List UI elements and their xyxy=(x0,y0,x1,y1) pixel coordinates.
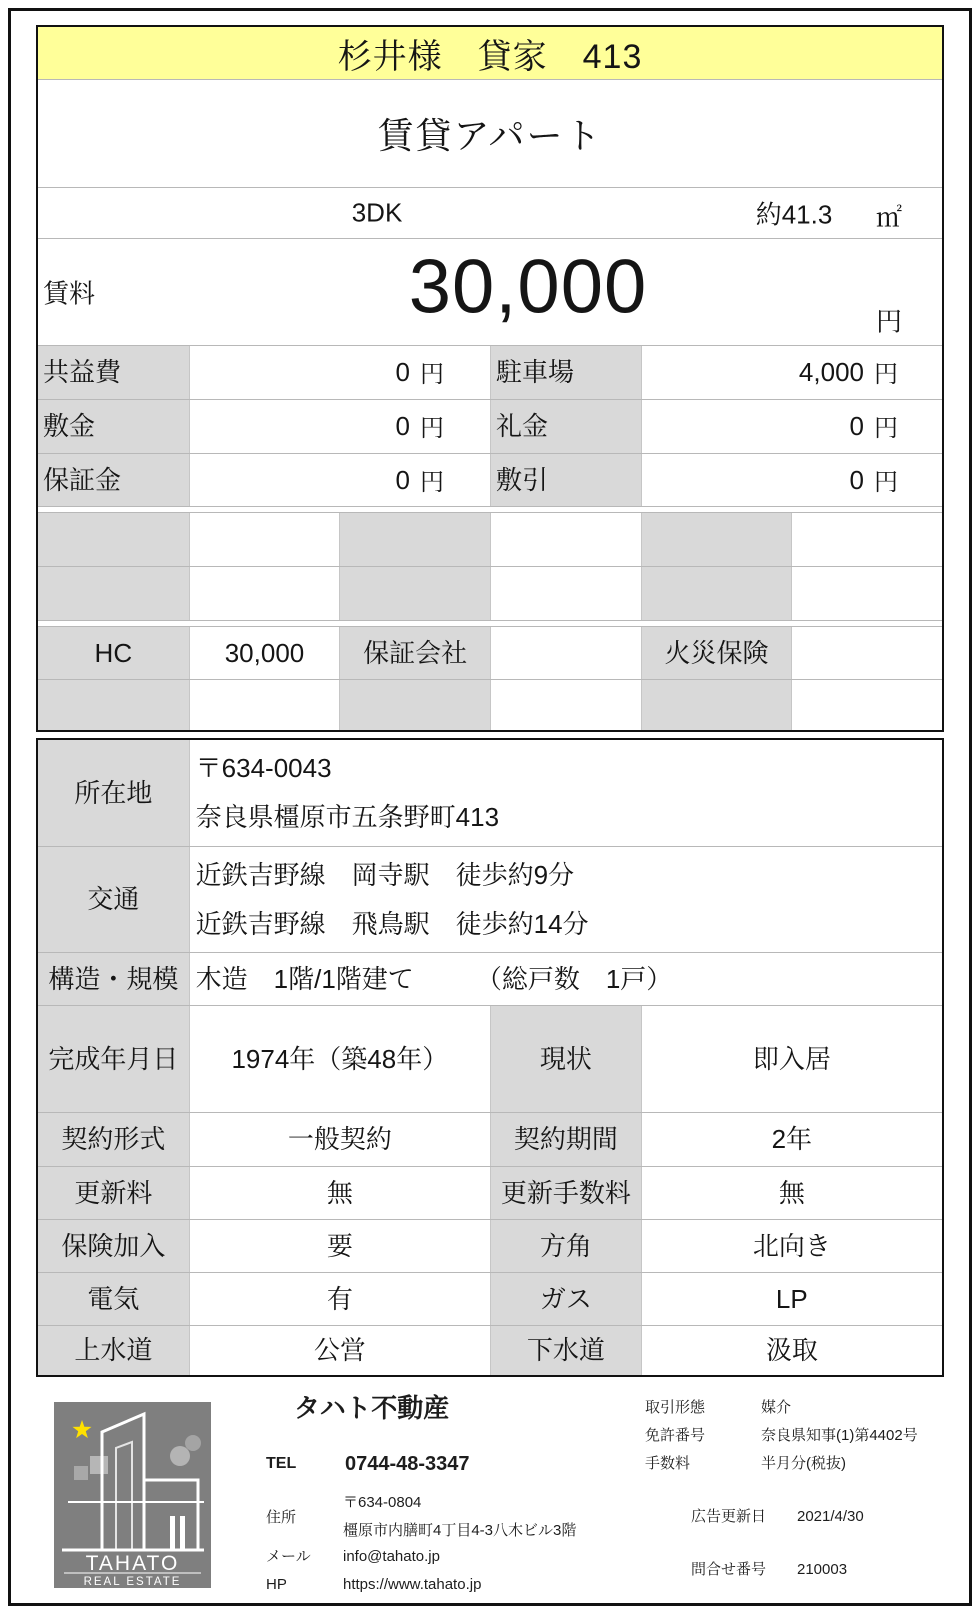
detail-value: 有 xyxy=(189,1273,490,1325)
logo-square xyxy=(74,1466,88,1480)
blank-row xyxy=(38,567,942,621)
transaction-label: 取引形態 xyxy=(645,1399,706,1416)
company-logo-icon xyxy=(54,1402,211,1588)
fee-value-cell xyxy=(189,400,490,453)
fee-label: 駐車場 xyxy=(490,346,641,399)
fee-unit: 円 xyxy=(874,415,898,443)
detail-value: 一般契約 xyxy=(189,1113,490,1166)
blank-label-cell xyxy=(38,513,189,566)
fee-unit: 円 xyxy=(420,361,444,389)
structure-value xyxy=(189,953,942,1005)
rent-unit: 円 xyxy=(875,306,903,337)
tel-label: TEL xyxy=(266,1455,297,1472)
detail-label: 電気 xyxy=(38,1273,189,1325)
logo-circle xyxy=(185,1435,201,1451)
hc-value: 30,000 xyxy=(189,627,340,679)
fee-row xyxy=(38,454,942,507)
fee-label: 敷引 xyxy=(490,454,641,506)
office-address-label: 住所 xyxy=(266,1509,297,1526)
blank-value-cell xyxy=(791,513,942,566)
commission-value: 半月分(税抜) xyxy=(761,1455,846,1472)
blank-value-cell xyxy=(189,513,340,566)
listing-title: 杉井様 貸家 413 xyxy=(337,37,643,76)
logo-bar xyxy=(170,1516,175,1550)
detail-label: 保険加入 xyxy=(38,1220,189,1272)
blank-label-cell xyxy=(339,567,490,620)
blank-row xyxy=(38,513,942,567)
blank-value-cell xyxy=(189,567,340,620)
structure-label: 構造・規模 xyxy=(38,953,189,1005)
address-row xyxy=(38,740,942,847)
fee-value-cell xyxy=(641,400,942,453)
updated-date: 2021/4/30 xyxy=(797,1508,864,1525)
fee-unit: 円 xyxy=(420,415,444,443)
mail-address: info@tahato.jp xyxy=(343,1548,440,1565)
blank-label-cell xyxy=(641,567,792,620)
blank-value-cell xyxy=(791,567,942,620)
detail-label: 更新手数料 xyxy=(490,1167,641,1219)
hc-label: HC xyxy=(38,627,189,679)
commission-label: 手数料 xyxy=(645,1455,691,1472)
fee-label: 保証金 xyxy=(38,454,189,506)
license-value: 奈良県知事(1)第4402号 xyxy=(761,1427,918,1444)
mail-label: メール xyxy=(266,1548,311,1565)
title-bar xyxy=(38,27,942,80)
fee-label: 礼金 xyxy=(490,400,641,453)
fee-value-cell xyxy=(189,454,490,506)
updated-label: 広告更新日 xyxy=(691,1508,767,1525)
detail-label: 契約形式 xyxy=(38,1113,189,1166)
rent-label: 賃料 xyxy=(43,278,96,309)
detail-value: 北向き xyxy=(641,1220,942,1272)
detail-value: 1974年（築48年） xyxy=(189,1006,490,1112)
logo-circle xyxy=(170,1446,190,1466)
logo-subtitle: REAL ESTATE xyxy=(83,1576,182,1588)
structure-text: 木造 1階/1階建て xyxy=(195,963,414,994)
office-postal-code: 〒634-0804 xyxy=(343,1494,422,1511)
address-value xyxy=(189,740,942,846)
access-label: 交通 xyxy=(38,847,189,952)
fee-value: 0 xyxy=(849,464,864,495)
rent-row xyxy=(38,239,942,346)
address-postal-code: 〒634-0043 xyxy=(195,753,332,784)
rent-value: 30,000 xyxy=(408,244,648,330)
address-text: 奈良県橿原市五条野町413 xyxy=(195,802,500,832)
logo-bar xyxy=(180,1516,185,1550)
total-units: （総戸数 1戸） xyxy=(475,963,673,994)
logo-wordmark: TAHATO xyxy=(85,1552,180,1575)
detail-value: LP xyxy=(641,1273,942,1325)
fee-row xyxy=(38,400,942,454)
blank-label-cell xyxy=(38,680,189,730)
fee-unit: 円 xyxy=(874,361,898,389)
company-name: タハト不動産 xyxy=(294,1393,450,1423)
fee-value-cell xyxy=(641,454,942,506)
detail-row xyxy=(38,1326,942,1375)
detail-row xyxy=(38,1113,942,1167)
detail-value: 無 xyxy=(189,1167,490,1219)
fee-value-cell xyxy=(189,346,490,399)
logo-square xyxy=(90,1456,108,1474)
detail-row xyxy=(38,1273,942,1326)
blank-value-cell xyxy=(490,680,641,730)
access-line: 近鉄吉野線 飛鳥駅 徒歩約14分 xyxy=(195,908,589,939)
blank-value-cell xyxy=(490,567,641,620)
floor-area: 約41.3 xyxy=(755,199,833,230)
property-type-row xyxy=(38,80,942,188)
layout-area-row xyxy=(38,188,942,239)
fee-row xyxy=(38,346,942,400)
access-line: 近鉄吉野線 岡寺駅 徒歩約9分 xyxy=(195,859,575,890)
fire-insurance-label: 火災保険 xyxy=(641,627,792,679)
fee-label: 共益費 xyxy=(38,346,189,399)
property-type: 賃貸アパート xyxy=(377,115,603,156)
fire-insurance-value xyxy=(791,627,942,679)
property-summary-panel xyxy=(36,25,944,732)
detail-value: 要 xyxy=(189,1220,490,1272)
detail-label: 完成年月日 xyxy=(38,1006,189,1112)
license-label: 免許番号 xyxy=(645,1427,706,1444)
fee-value: 0 xyxy=(395,357,410,388)
blank-label-cell xyxy=(339,513,490,566)
floor-area-unit: ㎡ xyxy=(875,202,903,233)
fee-value: 4,000 xyxy=(798,357,864,388)
detail-value: 無 xyxy=(641,1167,942,1219)
hp-url: https://www.tahato.jp xyxy=(343,1576,482,1593)
blank-label-cell xyxy=(38,567,189,620)
inquiry-number: 210003 xyxy=(797,1561,848,1578)
access-value xyxy=(189,847,942,952)
detail-value: 汲取 xyxy=(641,1326,942,1375)
guarantor-value xyxy=(490,627,641,679)
transaction-value: 媒介 xyxy=(761,1399,792,1416)
guarantor-label: 保証会社 xyxy=(339,627,490,679)
detail-row xyxy=(38,1167,942,1220)
detail-row xyxy=(38,1006,942,1113)
detail-label: 更新料 xyxy=(38,1167,189,1219)
fee-unit: 円 xyxy=(420,468,444,496)
fee-value: 0 xyxy=(395,411,410,442)
blank-label-cell xyxy=(339,680,490,730)
fee-unit: 円 xyxy=(874,468,898,496)
property-details-panel xyxy=(36,738,944,1377)
fee-value: 0 xyxy=(849,411,864,442)
detail-label: 現状 xyxy=(490,1006,641,1112)
hp-label: HP xyxy=(266,1576,287,1593)
blank-value-cell xyxy=(490,513,641,566)
blank-label-cell xyxy=(641,680,792,730)
detail-value: 公営 xyxy=(189,1326,490,1375)
detail-label: 下水道 xyxy=(490,1326,641,1375)
structure-row xyxy=(38,953,942,1006)
tel-number: 0744-48-3347 xyxy=(345,1453,470,1475)
detail-row xyxy=(38,1220,942,1273)
blank-row xyxy=(38,680,942,730)
detail-label: ガス xyxy=(490,1273,641,1325)
detail-label: 方角 xyxy=(490,1220,641,1272)
fee-value-cell xyxy=(641,346,942,399)
fee-label: 敷金 xyxy=(38,400,189,453)
office-address: 橿原市内膳町4丁目4-3八木ビル3階 xyxy=(343,1522,577,1539)
blank-value-cell xyxy=(791,680,942,730)
blank-label-cell xyxy=(641,513,792,566)
floor-plan: 3DK xyxy=(351,197,403,228)
access-row xyxy=(38,847,942,953)
inquiry-label: 問合せ番号 xyxy=(691,1561,767,1578)
detail-value: 即入居 xyxy=(641,1006,942,1112)
extras-row xyxy=(38,627,942,680)
fee-value: 0 xyxy=(395,464,410,495)
blank-value-cell xyxy=(189,680,340,730)
detail-value: 2年 xyxy=(641,1113,942,1166)
address-label: 所在地 xyxy=(38,740,189,846)
detail-label: 上水道 xyxy=(38,1326,189,1375)
detail-label: 契約期間 xyxy=(490,1113,641,1166)
